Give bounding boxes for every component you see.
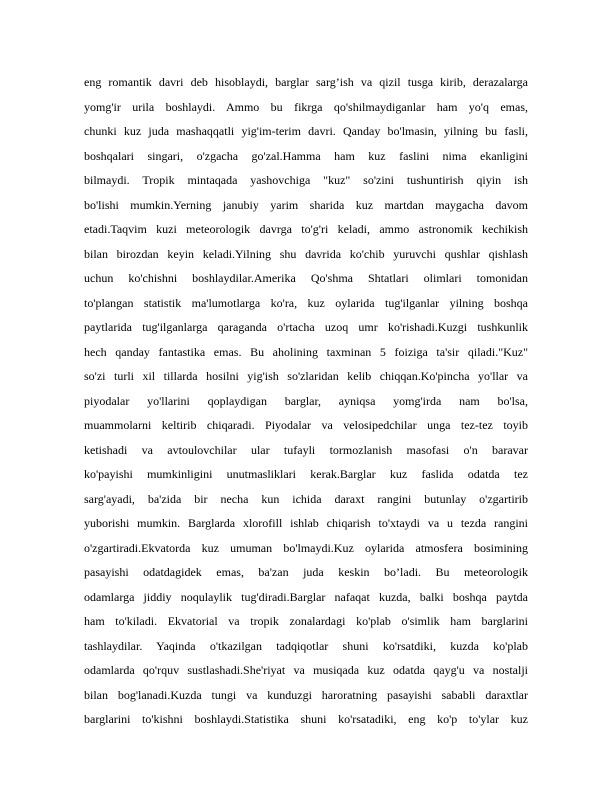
text-line: odamlarga jiddiy noqulaylik tug'diradi.Barglar nafaqat kuzda, balki boshqa paytda (84, 589, 528, 604)
text-line: so'zi turli xil tillarda hosilni yig'ish so'zlaridan kelib chiqqan.Ko'pincha yo'llar va (84, 369, 528, 383)
text-line: hech qanday fantastika emas. Bu aholining taxminan 5 foiziga ta'sir qiladi."Kuz" (84, 344, 528, 359)
text-line: tashlaydilar. Yaqinda o'tkazilgan tadqiqotlar shuni ko'rsatdiki, kuzda ko'plab (84, 638, 528, 653)
text-line: bilan birozdan keyin keladi.Yilning shu davrida ko'chib yuruvchi qushlar qishlash (84, 246, 528, 261)
text-line: ko'payishi mumkinligini unutmasliklari kerak.Barglar kuz faslida odatda tez (84, 467, 528, 481)
body-paragraph (84, 70, 528, 732)
text-line: muammolarni keltirib chiqaradi. Piyodalar va velosipedchilar unga tez-tez toyib (84, 418, 528, 432)
text-line: paytlarida tug'ilganlarga qaraganda o'rtacha uzoq umr ko'rishadi.Kuzgi tushkunlik (84, 320, 528, 334)
text-line: ham to'kiladi. Ekvatorial va tropik zonalardagi ko'plab o'simlik ham barglarini (84, 614, 528, 628)
text-line: boshqalari singari, o'zgacha go'zal.Hamma ham kuz faslini nima ekanligini (84, 148, 528, 163)
text-line: sarg'ayadi, ba'zida bir necha kun ichida daraxt rangini butunlay o'zgartirib (84, 491, 528, 506)
text-line: uchun ko'chishni boshlaydilar.Amerika Qo'shma Shtatlari olimlari tomonidan (84, 271, 528, 285)
text-line: odamlarda qo'rquv sustlashadi.She'riyat va musiqada kuz odatda qayg'u va nostalji (84, 663, 528, 677)
text-line: etadi.Taqvim kuzi meteorologik davrga to'g'ri keladi, ammo astronomik kechikish (84, 222, 528, 236)
text-line: yuborishi mumkin. Barglarda xlorofill ishlab chiqarish to'xtaydi va u tezda rangini (84, 516, 528, 530)
text-line: chunki kuz juda mashaqqatli yig'im-terim davri. Qanday bo'lmasin, yilning bu fasli, (84, 124, 528, 138)
text-line: yomg'ir urila boshlaydi. Ammo bu fikrga qo'shilmaydiganlar ham yo'q emas, (84, 99, 528, 114)
text-line: ketishadi va avtoulovchilar ular tufayli tormozlanish masofasi o'n baravar (84, 442, 528, 457)
text-line: eng romantik davri deb hisoblaydi, barglar sarg’ish va qizil tusga kirib, derazalarga (84, 75, 528, 89)
text-line: bo'lishi mumkin.Yerning janubiy yarim sharida kuz martdan maygacha davom (84, 197, 528, 212)
text-line: o'zgartiradi.Ekvatorda kuz umuman bo'lmaydi.Kuz oylarida atmosfera bosimining (84, 540, 528, 555)
text-line: pasayishi odatdagidek emas, ba'zan juda keskin bo’ladi. Bu meteorologik (84, 565, 528, 579)
text-line: barglarini to'kishni boshlaydi.Statistika shuni ko'rsatadiki, eng ko'p to'ylar kuz (84, 712, 528, 726)
text-line: to'plangan statistik ma'lumotlarga ko'ra, kuz oylarida tug'ilganlar yilning boshqa (84, 295, 528, 310)
text-line: piyodalar yo'llarini qoplaydigan barglar, ayniqsa yomg'irda nam bo'lsa, (84, 393, 528, 408)
text-line: bilan bog'lanadi.Kuzda tungi va kunduzgi haroratning pasayishi sababli daraxtlar (84, 687, 528, 702)
text-line: bilmaydi. Tropik mintaqada yashovchiga "kuz" so'zini tushuntirish qiyin ish (84, 173, 528, 187)
